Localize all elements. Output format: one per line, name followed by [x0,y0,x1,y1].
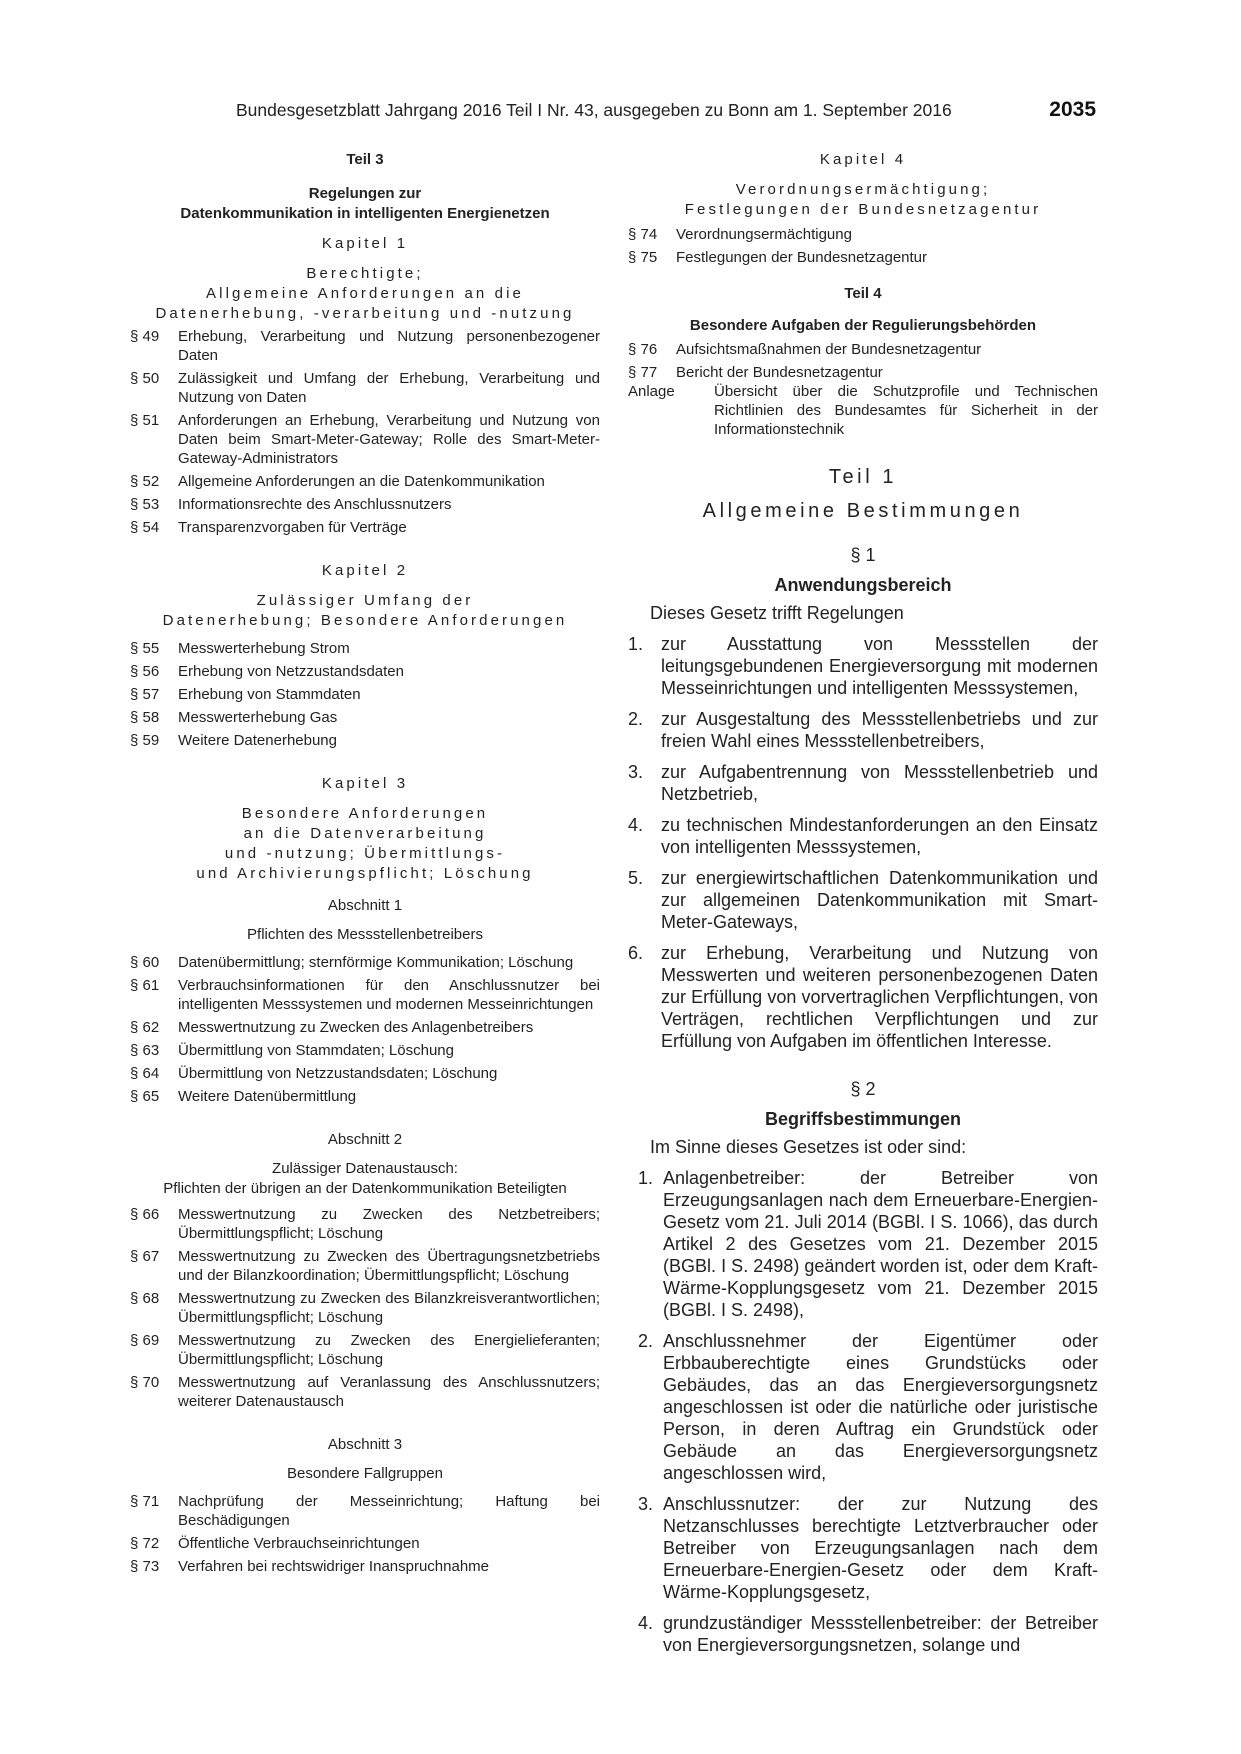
list-item: 4. grundzuständiger Messstellenbetreiber: der Betreiber von Energieversorgungsnetzen, solange und [638,1613,1098,1655]
toc-item: § 66 Messwertnutzung zu Zwecken des Netzbetreibers; Übermittlungspflicht; Löschung [130,1206,600,1242]
teil1-label: Teil 1 [828,466,898,488]
toc-anlage: Anlage Übersicht über die Schutzprofile und Technischen Richtlinien des Bundesamtes für Sicherheit in der Informationstechnik [628,383,1098,438]
toc-item: § 49 Erhebung, Verarbeitung und Nutzung personenbezogener Daten [130,328,600,364]
kapitel4-toc [628,225,1098,267]
abschnitt3-toc [130,1492,600,1576]
list-item: 4. zu technischen Mindestanforderungen an den Einsatz von intelligenten Messsystemen, [628,815,1098,857]
list-item: 6. zur Erhebung, Verarbeitung und Nutzung von Messwerten und weiteren personenbezogenen Daten zur Erfüllung von vorvertraglichen Verpflichtungen, von Verträgen, rechtlichen Verpflichtungen und zur Erfüllung von Aufgaben im öffentlichen Interesse. [628,943,1098,1051]
toc-item: § 68 Messwertnutzung zu Zwecken des Bilanzkreisverantwortlichen; Übermittlungspflicht; Löschung [130,1290,600,1326]
abschnitt2-toc [130,1205,600,1411]
toc-item: § 59 Weitere Datenerhebung [130,732,337,749]
section1-label: § 1 [850,545,876,565]
toc-item: § 67 Messwertnutzung zu Zwecken des Übertragungsnetzbetriebs und der Bilanzkoordination; Übermittlungspflicht; Löschung [130,1248,600,1284]
toc-item: § 58 Messwerterhebung Gas [130,709,338,726]
teil1-title: Allgemeine Bestimmungen [702,500,1024,522]
toc-item: § 56 Erhebung von Netzzustandsdaten [130,663,404,680]
toc-item: § 57 Erhebung von Stammdaten [130,686,361,703]
list-item: 3. Anschlussnutzer: der zur Nutzung des Netzanschlusses berechtigte Letztverbraucher oder Betreiber von Erzeugungsanlagen nach dem Erneuerbare-Energien-Gesetz oder dem Kraft-Wärme-Kopplungsgesetz, [638,1494,1098,1602]
kapitel2-title-2: Datenerhebung; Besondere Anforderungen [162,612,568,629]
teil4-title: Besondere Aufgaben der Regulierungsbehörden [689,317,1037,334]
kapitel1-label: Kapitel 1 [321,235,409,252]
section2-title: Begriffsbestimmungen [764,1109,962,1129]
kapitel1-title-2: Allgemeine Anforderungen an die [206,285,524,302]
toc-item: § 65 Weitere Datenübermittlung [130,1088,357,1105]
abschnitt1-label: Abschnitt 1 [327,897,403,914]
toc-item: § 70 Messwertnutzung auf Veranlassung des Anschlussnutzers; weiterer Datenaustausch [130,1374,600,1410]
teil4-label: Teil 4 [844,285,882,302]
page-header [236,100,1096,128]
section1-intro: Dieses Gesetz trifft Regelungen [650,603,904,623]
toc-item: § 75 Festlegungen der Bundesnetzagentur [628,249,928,266]
section2-label: § 2 [850,1079,876,1099]
toc-item: § 62 Messwertnutzung zu Zwecken des Anlagenbetreibers [130,1019,534,1036]
toc-item: § 51 Anforderungen an Erhebung, Verarbeitung und Nutzung von Daten beim Smart-Meter-Gateway; Rolle des Smart-Meter-Gateway-Administrators [130,412,600,467]
kapitel1-title-1: Berechtigte; [306,265,424,282]
toc-item: § 50 Zulässigkeit und Umfang der Erhebung, Verarbeitung und Nutzung von Daten [130,370,600,406]
kapitel2-title-1: Zulässiger Umfang der [256,592,474,609]
abschnitt2-title-2: Pflichten der übrigen an der Datenkommunikation Beteiligten [163,1180,567,1197]
toc-item: § 53 Informationsrechte des Anschlussnutzers [130,496,452,513]
section2-intro: Im Sinne dieses Gesetzes ist oder sind: [650,1137,967,1157]
toc-item: § 54 Transparenzvorgaben für Verträge [130,519,407,536]
kapitel3-label: Kapitel 3 [321,775,409,792]
section2-list [628,1167,1098,1656]
toc-item: § 64 Übermittlung von Netzzustandsdaten; Löschung [130,1065,498,1082]
toc-item: § 61 Verbrauchsinformationen für den Anschlussnutzer bei intelligenten Messsystemen und modernen Messeinrichtungen [130,977,600,1013]
abschnitt3-label: Abschnitt 3 [327,1436,403,1453]
toc-item: § 60 Datenübermittlung; sternförmige Kommunikation; Löschung [130,954,574,971]
abschnitt3-title: Besondere Fallgruppen [287,1465,443,1482]
kapitel2-label: Kapitel 2 [321,562,409,579]
kapitel3-title-4: und Archivierungspflicht; Löschung [196,865,534,882]
toc-item: § 52 Allgemeine Anforderungen an die Datenkommunikation [130,473,545,490]
abschnitt2-label: Abschnitt 2 [327,1131,403,1148]
list-item: 2. Anschlussnehmer der Eigentümer oder Erbbauberechtigte eines Grundstücks oder Gebäudes, das an das Energieversorgungsnetz angeschlossen ist oder die natürliche oder juristische Person, in deren Auftrag ein Grundstück oder Gebäude an das Energieversorgungsnetz angeschlossen wird, [638,1331,1098,1483]
kapitel4-title-2: Festlegungen der Bundesnetzagentur [684,201,1042,218]
header-title: Bundesgesetzblatt Jahrgang 2016 Teil I Nr. 43, ausgegeben zu Bonn am 1. September 2016 [236,100,952,120]
toc-item: § 55 Messwerterhebung Strom [130,640,350,657]
toc-item: § 77 Bericht der Bundesnetzagentur [628,364,883,381]
kapitel3-title-3: und -nutzung; Übermittlungs- [224,845,506,862]
list-item: 1. zur Ausstattung von Messstellen der leitungsgebundenen Energieversorgung mit modernen Messeinrichtungen und intelligenten Messsystemen, [628,634,1098,698]
list-item: 5. zur energiewirtschaftlichen Datenkommunikation und zur allgemeinen Datenkommunikation mit Smart-Meter-Gateways, [628,868,1098,932]
toc-item: § 73 Verfahren bei rechtswidriger Inanspruchnahme [130,1558,490,1575]
teil3-label: Teil 3 [346,151,384,168]
teil3-title-2: Datenkommunikation in intelligenten Energienetzen [180,205,550,222]
toc-item: § 76 Aufsichtsmaßnahmen der Bundesnetzagentur [628,341,982,358]
toc-item: § 69 Messwertnutzung zu Zwecken des Energielieferanten; Übermittlungspflicht; Löschung [130,1332,600,1368]
toc-item: § 63 Übermittlung von Stammdaten; Löschung [130,1042,454,1059]
list-item: 3. zur Aufgabentrennung von Messstellenbetrieb und Netzbetrieb, [628,762,1098,804]
kapitel1-title-3: Datenerhebung, -verarbeitung und -nutzung [155,305,575,322]
toc-item: § 72 Öffentliche Verbrauchseinrichtungen [130,1535,420,1552]
abschnitt1-title: Pflichten des Messstellenbetreibers [247,926,483,943]
list-item: 1. Anlagenbetreiber: der Betreiber von Erzeugungsanlagen nach dem Erneuerbare-Energien-Gesetz vom 21. Juli 2014 (BGBl. I S. 1066), das durch Artikel 2 des Gesetzes vom 21. Dezember 2015 (BGBl. I S. 2498) geändert worden ist, oder dem Kraft-Wärme-Kopplungsgesetz vom 21. Dezember 2015 (BGBl. I S. 2498), [638,1168,1098,1320]
teil4-toc [628,340,1098,382]
abschnitt2-title-1: Zulässiger Datenaustausch: [272,1160,458,1177]
right-column [628,150,1098,1665]
kapitel1-toc [130,327,600,537]
teil3-title-1: Regelungen zur [308,185,422,202]
page-number: 2035 [1049,98,1096,121]
kapitel4-label: Kapitel 4 [819,151,907,168]
left-column [130,150,600,1580]
abschnitt1-toc [130,953,600,1106]
kapitel4-title-1: Verordnungsermächtigung; [735,181,991,198]
kapitel3-title-1: Besondere Anforderungen [241,805,489,822]
toc-item: § 74 Verordnungsermächtigung [628,226,852,243]
section1-title: Anwendungsbereich [774,575,952,595]
list-item: 2. zur Ausgestaltung des Messstellenbetriebs und zur freien Wahl eines Messstellenbetreibers, [628,709,1098,751]
kapitel2-toc [130,639,600,750]
kapitel3-title-2: an die Datenverarbeitung [243,825,487,842]
toc-item: § 71 Nachprüfung der Messeinrichtung; Haftung bei Beschädigungen [130,1493,600,1529]
section1-list [628,633,1098,1052]
